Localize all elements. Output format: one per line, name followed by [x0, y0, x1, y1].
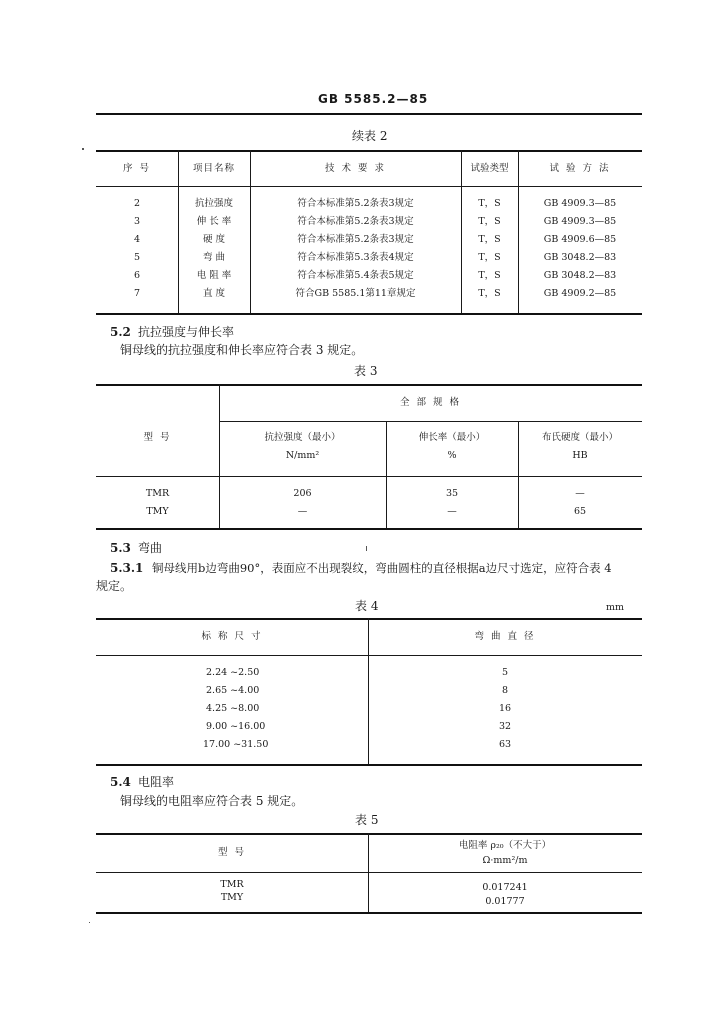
page-header: GB 5585.2—85: [318, 92, 429, 106]
table2-header-requirement: 技 术 要 求: [324, 163, 387, 174]
table5-header-resistivity-unit: Ω·mm²/m: [482, 855, 528, 866]
table3-header-hardness: 布氏硬度（最小）: [541, 432, 618, 443]
table3-header-elongation-unit: %: [447, 450, 457, 461]
table2-header-method: 试 验 方 法: [549, 163, 611, 174]
section-5-4-title: 电阻率: [138, 775, 175, 789]
section-5-3-number: 5.3: [110, 541, 131, 555]
scan-speck: [82, 148, 84, 150]
table3-header-model: 型 号: [143, 432, 172, 443]
table3-group-header: 全 部 规 格: [399, 397, 462, 408]
section-5-3-1-text-line2: 规定。: [96, 579, 133, 593]
section-5-2-title: 抗拉强度与伸长率: [138, 325, 235, 339]
section-5-4-text: 铜母线的电阻率应符合表 5 规定。: [120, 794, 304, 808]
table3-header-tensile-unit: N/mm²: [285, 450, 320, 461]
table3-header-hardness-unit: HB: [572, 450, 588, 461]
section-5-2-number: 5.2: [110, 325, 131, 339]
header-rule: [96, 113, 642, 115]
section-5-3-title: 弯曲: [138, 541, 163, 555]
table5-header-model: 型 号: [217, 847, 247, 858]
table3-caption: 表 3: [354, 364, 378, 378]
scan-speck: [366, 546, 367, 551]
table4-header-bend-diameter: 弯 曲 直 径: [474, 631, 536, 642]
table2-caption: 续表 2: [352, 129, 388, 143]
table3-header-elongation: 伸长率（最小）: [418, 432, 486, 443]
table4-header-nominal: 标 称 尺 寸: [201, 631, 263, 642]
table2-header-no: 序 号: [122, 163, 152, 174]
table5-header-resistivity: 电阻率 ρ₂₀（不大于）: [458, 840, 552, 851]
section-5-4-number: 5.4: [110, 775, 131, 789]
table5-caption: 表 5: [355, 813, 379, 827]
table3-header-tensile: 抗拉强度（最小）: [264, 432, 341, 443]
table4-unit: mm: [606, 602, 625, 613]
table2-header-item: 项目名称: [192, 163, 235, 174]
table4-caption: 表 4: [355, 599, 379, 613]
section-5-2-text: 铜母线的抗拉强度和伸长率应符合表 3 规定。: [120, 343, 364, 357]
section-5-3-1-text-line1: 铜母线用b边弯曲90°，表面应不出现裂纹，弯曲圆柱的直径根据a边尺寸选定，应符合表 4: [152, 561, 612, 575]
table2-header-test-type: 试验类型: [470, 163, 509, 174]
section-5-3-1-number: 5.3.1: [110, 561, 144, 575]
scan-speck: [89, 922, 90, 923]
